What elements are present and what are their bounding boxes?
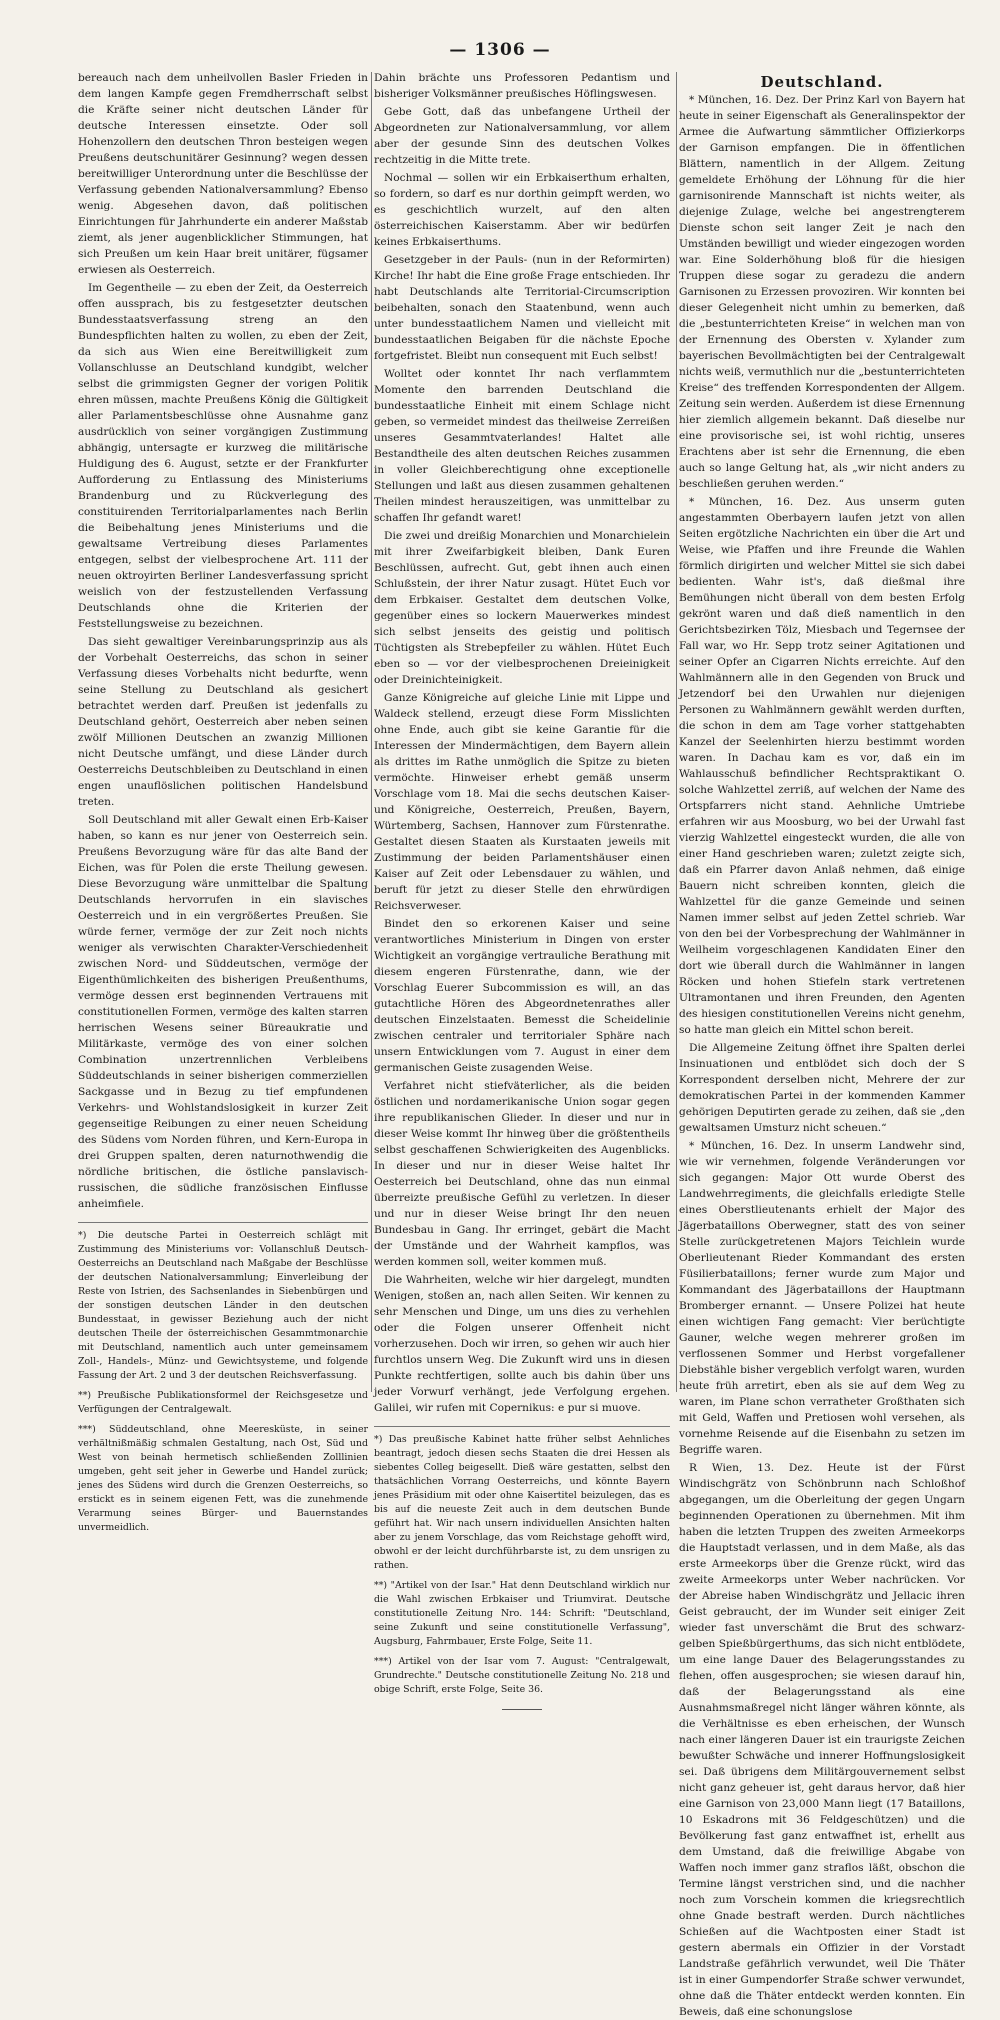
- footnote: **) Preußische Publikationsformel der Reichsgesetze und Verfügungen der Centralgewalt.: [78, 1390, 368, 1415]
- column-divider: [676, 72, 677, 1392]
- column-middle: [374, 70, 670, 1695]
- paragraph: Im Gegentheile — zu eben der Zeit, da Oesterreich offen aussprach, bis zu festgesetzter deutschen Bundesstaatsverfassung streng an den Bundespflichten halten zu wollen, zu eben der Zeit, da sich aus Wien eine Bereitwilligkeit zum Vollanschlusse an Deutschland kundgibt, welcher selbst die grimmigsten Gegner der vorigen Politik ehren müssen, machte Preußens König die Gültigkeit aller Parlamentsbeschlüsse ohne Ausnahme ganz ausdrücklich von seiner vorgängigen Zustimmung abhängig, untersagte er kurzweg die militärische Huldigung des 6. August, setzte er der Frankfurter Aufforderung zu Entlassung des Ministeriums Brandenburg und zu Rückverlegung des constituirenden Territorialparlamentes nach Berlin die Beibehaltung jenes Ministeriums und die gewaltsame Vertreibung dieses Parlamentes entgegen, selbst der vielbesprochene Art. 111 der neuen oktroyirten Berliner Landesverfassung spricht weislich von der festzustellenden Verfassung Deutschlands ohne die Kriterien der Feststellungsweise zu bezeichnen.: [78, 282, 368, 630]
- footnote: *) Das preußische Kabinet hatte früher selbst Aehnliches beantragt, jedoch diesen sechs Staaten die drei Hessen als siebentes Colleg beigesellt. Dieß wäre gestatten, selbst den thatsächlichen Vorrang Oesterreichs, und könnte Bayern jenes Präsidium mit oder ohne Kaisertitel beizulegen, das es bis auf die neueste Zeit auch in dem deutschen Bunde geführt hat. Wir nach unsern individuellen Ansichten halten aber zu jenem Vorschlage, das vom Reichstage gehofft wird, obwohl er der leicht durchführbarste ist, zu dem unsrigen zu rathen.: [374, 1434, 670, 1571]
- paragraph: Wolltet oder konntet Ihr nach verflammtem Momente den barrenden Deutschland die bundesstaatliche Einheit mit einem Schlage nicht geben, so vermeidet mindest das theilweise Zerreißen unseres Gesammtvaterlandes! Haltet alle Bestandtheile des alten deutschen Reiches zusammen in voller Gleichberechtigung ohne exceptionelle Stellungen und laßt aus diesen zusammen gehaltenen Theilen mindest herauszeitigen, was unmittelbar zu schaffen Ihr gefandt waret!: [374, 368, 670, 524]
- paragraph: bereauch nach dem unheilvollen Basler Frieden in dem langen Kampfe gegen Fremdherrschaft selbst die Kräfte seiner nicht deutschen Länder für deutsche Interessen einsetzte. Oder soll Hohenzollern den deutschen Thron besteigen wegen Preußens deutschunitärer Gesinnung? wegen dessen bereitwilliger Unterordnung unter die Beschlüsse der Verfassung gebenden Nationalversammlung? Ebenso wenig. Abgesehen davon, daß politischen Einrichtungen für Jahrhunderte ein anderer Maßstab ziemt, als jener augenblicklicher Stimmungen, hat sich Preußen um kein Haar breit unitärer, fügsamer erwiesen als Oesterreich.: [78, 72, 368, 276]
- column-divider: [371, 72, 372, 1392]
- paragraph: Ganze Königreiche auf gleiche Linie mit Lippe und Waldeck stellend, erzeugt diese Form Misslichten ohne Ende, auch gibt sie keine Garantie für die Interessen der Mindermächtigen, dem Bayern allein als drittes im Rathe unmöglich die Spitze zu bieten vermöchte. Hinweiser erhebt gemäß unserm Vorschlage vom 18. Mai die sechs deutschen Kaiser- und Königreiche, Oesterreich, Preußen, Bayern, Würtemberg, Sachsen, Hannover zum Fürstenrathe. Gestaltet diesen Staaten als Kurstaaten jeweils mit Zustimmung der beiden Parlamentshäuser einen Kaiser auf Zeit oder Lebensdauer zu wählen, und beruft für jetzt zu dieser Stelle den ehrwürdigen Reichsverweser.: [374, 692, 670, 912]
- footnote: **) "Artikel von der Isar." Hat denn Deutschland wirklich nur die Wahl zwischen Erbkaiser und Triumvirat. Deutsche constitutionelle Zeitung Nro. 144: Schrift: "Deutschland, seine Zukunft und seine constitutionelle Verfassung", Augsburg, Fahrmbauer, Erste Folge, Seite 11.: [374, 1580, 670, 1647]
- paragraph: Dahin brächte uns Professoren Pedantism und bisheriger Volksmänner preußisches Höflingswesen.: [374, 72, 670, 100]
- paragraph: Soll Deutschland mit aller Gewalt einen Erb-Kaiser haben, so kann es nur jener von Oesterreich sein. Preußens Bevorzugung wäre für das alte Band der Eichen, was für Polen die erste Theilung gewesen. Diese Bevorzugung wäre unmittelbar die Spaltung Deutschlands hervorrufen in ein slavisches Oesterreich und in ein vergrößertes Preußen. Sie würde ferner, vermöge der zur Zeit noch nichts weniger als verwischten Charakter-Verschiedenheit zwischen Nord- und Süddeutschen, vermöge der Eigenthümlichkeiten des bisherigen Preußenthums, vermöge dessen erst beginnenden Vertrauens mit constitutionellen Formen, vermöge des kalten starren herrischen Wesens seiner Büreaukratie und Militärkaste, vermöge des von einer solchen Combination unzertrennlichen Verbleibens Süddeutschlands in seiner bisherigen commerziellen Sackgasse und in Bezug zu tief empfundenen Verkehrs- und Wohlstandslosigkeit in kurzer Zeit gegenseitige Reibungen zu einer neuen Scheidung des Südens vom Norden führen, und Kern-Europa in drei Gruppen spalten, deren naturnothwendig die nördliche britischen, die östliche panslavisch-russischen, die südliche französischen Einflusse anheimfiele.: [78, 814, 368, 1210]
- paragraph: * München, 16. Dez. Aus unserm guten angestammten Oberbayern laufen jetzt von allen Seiten ergötzliche Nachrichten ein über die Art und Weise, wie Pfaffen und ihre Freunde die Wahlen förmlich dirigirten und welcher Mittel sie sich dabei bedienten. Wahr ist's, daß dießmal ihre Bemühungen nicht überall von dem besten Erfolg gekrönt waren und daß dieß namentlich in den Gerichtsbezirken Tölz, Miesbach und Tegernsee der Fall war, wo Hr. Sepp trotz seiner Agitationen und seiner Opfer an Cigarren Nichts erreichte. Auf den Wahlmännern alle in den Gegenden von Bruck und Jetzendorf bei den Urwahlen nur diejenigen Personen zu Wahlmännern gewählt werden durften, die schon in dem am Tage vorher stattgehabten Kanzel der Seelenhirten hierzu bestimmt worden waren. In Dachau kam es vor, daß ein im Wahlausschuß befindlicher Rechtspraktikant O. solche Wahlzettel zerriß, auf welchen der Name des Ortspfarrers nicht stand. Aehnliche Umtriebe erfahren wir aus Moosburg, wo bei der Urwahl fast vierzig Wahlzettel eingesteckt wurden, die alle von einer Hand geschrieben waren; zuletzt zeigte sich, daß ein Pfarrer davon Anlaß nehmen, daß einige Bauern nicht schreiben konnten, gleich die Wahlzettel für die ganze Gemeinde und seinen Namen immer selbst auf jeden Zettel schrieb. War von den bei der Vorbesprechung der Wahlmänner in Weilheim vorgeschlagenen Kandidaten Einer den dort wie überall durch die Wahlmänner in langen Röcken und hohen Stiefeln stark vertretenen Ultramontanen und ihren Freunden, den Agenten des hiesigen constitutionellen Vereins nicht genehm, so hatte man gleich ein Mittel schon bereit.: [679, 496, 965, 1036]
- paragraph: Gebe Gott, daß das unbefangene Urtheil der Abgeordneten zur Nationalversammlung, vor allem aber der gesunde Sinn des deutschen Volkes rechtzeitig in die Mitte trete.: [374, 106, 670, 166]
- footnote: *) Die deutsche Partei in Oesterreich schlägt mit Zustimmung des Ministeriums vor: Vollanschluß Deutsch-Oesterreichs an Deutschland nach Maßgabe der Beschlüsse der deutschen Nationalversammlung; Einverleibung der Reste von Istrien, des Sachsenlandes in Siebenbürgen und der sonstigen deutschen Länder in den deutschen Bundesstaat, in gewisser Beziehung auch der nicht deutschen Theile der österreichischen Gesammtmonarchie mit Deutschland, namentlich auch unter gemeinsamem Zoll-, Handels-, Münz- und Gewichtsysteme, und folgende Fassung der Art. 2 und 3 der deutschen Reichsverfassung.: [78, 1230, 368, 1381]
- footnote: ***) Artikel von der Isar vom 7. August: "Centralgewalt, Grundrechte." Deutsche constitutionelle Zeitung No. 218 und obige Schrift, erste Folge, Seite 36.: [374, 1656, 670, 1695]
- paragraph: Verfahret nicht stiefväterlicher, als die beiden östlichen und nordamerikanische Union sogar gegen ihre republikanischen Glieder. In dieser und nur in dieser Weise kommt Ihr hinweg über die größtentheils selbst geschaffenen Schwierigkeiten des Augenblicks. In dieser und nur in dieser Weise haltet Ihr Oesterreich bei Deutschland, ohne das nun einmal überreizte preußische Gefühl zu verletzen. In dieser und nur in dieser Weise bringt Ihr den neuen Bundesbau in Gang. Ihr erringet, gebärt die Macht der Umstände und der Wahrheit kampflos, was werden kommen soll, weiter kommen muß.: [374, 1080, 670, 1268]
- column-left: [78, 70, 368, 1533]
- paragraph: * München, 16. Dez. In unserm Landwehr sind, wie wir vernehmen, folgende Veränderungen vor sich gegangen: Major Ott wurde Oberst des Landwehrregiments, die gleichfalls erledigte Stelle eines Oberstlieutenants erhielt der Major des Jägerbataillons Oberwegner, statt des von seiner Stelle zurückgetretenen Majors Teichlein wurde Oberlieutenant Rieder Kommandant des ersten Füsilierbataillons; ferner wurde zum Major und Kommandant des Jägerbataillons der Hauptmann Bromberger ernannt. — Unsere Polizei hat heute einen wichtigen Fang gemacht: Vier berüchtigte Gauner, welche wegen mehrerer großen im verflossenen Sommer und Herbst vorgefallener Diebstähle bisher vergeblich verfolgt waren, wurden heute früh arretirt, eben als sie auf dem Weg zu waren, im Plane schon verratheter Großthaten sich mit Geld, Waffen und Pretiosen wohl versehen, als vornehme Reisende auf die Eisenbahn zu setzen im Begriffe waren.: [679, 1140, 965, 1456]
- footnote: ***) Süddeutschland, ohne Meeresküste, in seiner verhältnißmäßig schmalen Gestaltung, nach Ost, Süd und West von beinah hermetisch schließenden Zolllinien umgeben, geht seit jeher in Gewerbe und Handel zurück; jenes des Südens wird durch die Grenzen Oesterreichs, so erstickt es in seinem eigenen Fett, was die zunehmende Verarmung seines Bürger- und Bauernstandes unvermeidlich.: [78, 1424, 368, 1533]
- footnotes: [78, 1222, 368, 1535]
- paragraph: R Wien, 13. Dez. Heute ist der Fürst Windischgrätz von Schönbrunn nach Schloßhof abgegangen, um die Oberleitung der gegen Ungarn beginnenden Operationen zu übernehmen. Mit ihm haben die letzten Truppen des zweiten Armeekorps die Hauptstadt verlassen, und in dem Maße, als das erste Armeekorps über die Grenze rückt, wird das zweite Armeekorps unter Weber nachrücken. Vor der Abreise haben Windischgrätz und Jellacic ihren Geist gebraucht, der im Wunder seit einiger Zeit wieder fast unverschämt die Brut des schwarz-gelben Spießbürgerthums, das sich nicht entblödete, um eine lange Dauer des Belagerungsstandes zu flehen, offen ausgesprochen; sie wiesen darauf hin, daß der Belagerungsstand als eine Ausnahmsmaßregel nicht länger währen könnte, als die Verhältnisse es eben erheischen, der Wunsch nach einer längeren Dauer ist ein traurigste Zeichen bewußter Schwäche und innerer Hoffnungslosigkeit sei. Daß übrigens dem Militärgouvernement selbst nicht ganz geheuer ist, geht daraus hervor, daß hier eine Garnison von 23,000 Mann liegt (17 Bataillons, 10 Eskadrons mit 36 Feldgeschützen) und die Bevölkerung fast ganz entwaffnet ist, erhellt aus dem Umstand, daß die freiwillige Abgabe von Waffen noch immer ganz straflos läßt, obschon die Termine längst verstrichen sind, und die nachher noch zum Vorschein kommen die kriegsrechtlich ohne Gnade bestraft werden. Durch nächtliches Schießen auf die Wachtposten einer Stadt ist gestern abermals ein Offizier in der Vorstadt Landstraße gefährlich verwundet, weil Die Thäter ist in einer Gumpendorfer Straße schwer verwundet, ohne daß die Thäter entdeckt werden konnten. Ein Beweis, daß eine schonungslose: [679, 1462, 965, 2018]
- end-rule: [502, 1709, 542, 1710]
- paragraph: * München, 16. Dez. Der Prinz Karl von Bayern hat heute in seiner Eigenschaft als Generalinspektor der Armee die Aufwartung sämmtlicher Offizierkorps der Garnison empfangen. Die in öffentlichen Blättern, namentlich in der Allgem. Zeitung gemeldete Erhöhung der Löhnung für die hier garnisonirende Mannschaft ist nichts weiter, als diejenige Zulage, welche bei angestrengterem Dienste schon seit langer Zeit je nach den Umständen bewilligt und wieder eingezogen worden war. Eine Solderhöhung bloß für die hiesigen Truppen diese sogar zu geradezu die andern Garnisonen zu Erzessen provoziren. Wir konnten bei dieser Gelegenheit nicht umhin zu bemerken, daß die „bestunterrichteten Kreise“ in welchen man von der Ernennung des Obersten v. Xylander zum bayerischen Bevollmächtigten bei der Centralgewalt nichts weiß, vermuthlich nur die „bestunterrichteten Kreise“ des treffenden Korrespondenten der Allgem. Zeitung sein werden. Außerdem ist diese Ernennung hier ziemlich allgemein bekannt. Daß dieselbe nur eine provisorische sei, ist wohl richtig, unseres Erachtens aber ist sehr die Ernennung, die eben auch so lange Geltung hat, als „wir nicht anders zu beschließen geruhen werden.“: [679, 94, 965, 490]
- paragraph: Die Allgemeine Zeitung öffnet ihre Spalten derlei Insinuationen und entblödet sich doch der S Korrespondent derselben nicht, Mehrere der zur demokratischen Partei in der kommenden Kammer gehörigen Deputirten gerade zu zeihen, daß sie „den gewaltsamen Umsturz nicht scheuen.“: [679, 1042, 965, 1134]
- paragraph: Die Wahrheiten, welche wir hier dargelegt, mundten Wenigen, stoßen an, nach allen Seiten. Wir kennen zu sehr Menschen und Dinge, um uns dies zu verhehlen oder die Folgen unserer Offenheit nicht vorherzusehen. Doch wir irren, so gehen wir auch hier furchtlos unsern Weg. Die Zukunft wird uns in diesen Punkte rechtfertigen, sollte auch bis dahin über uns jeder Vorwurf verhängt, jede Verfolgung ergehen. Galilei, wir rufen mit Copernikus: e pur si muove.: [374, 1274, 670, 1414]
- paragraph: Nochmal — sollen wir ein Erbkaiserthum erhalten, so fordern, so darf es nur dorthin geimpft werden, wo es geschichtlich wurzelt, auf den alten österreichischen Kaiserstamm. Aber wir bedürfen keines Erbkaiserthums.: [374, 172, 670, 248]
- paragraph: Das sieht gewaltiger Vereinbarungsprinzip aus als der Vorbehalt Oesterreichs, das schon in seiner Verfassung dieses Vorbehalts nicht bedurfte, wenn seine Stellung zu Deutschland als gesichert betrachtet werden darf. Preußen ist jedenfalls zu Deutschland gehört, Oesterreich aber neben seinen zwölf Millionen Deutschen an zwanzig Millionen nicht Deutsche umfängt, und diese Länder durch Oesterreichs Deutschbleiben zu Deutschland in einen engen unauflöslichen politischen Handelsbund treten.: [78, 636, 368, 808]
- paragraph: Die zwei und dreißig Monarchien und Monarchielein mit ihrer Zweifarbigkeit bleiben, Dank Euren Beschlüssen, aufrecht. Gut, gebt ihnen auch einen Schlußstein, der ihrer Natur zusagt. Hütet Euch vor dem Erbkaiser. Gestaltet dem deutschen Volke, gegenüber eines so lockern Mauerwerkes mindest sich selbst jenseits des geistig und politisch Tüchtigsten als Strebepfeiler zu wählen. Hütet Euch eben so — vor der vielbesprochenen Dreieinigkeit oder Dreinichteinigkeit.: [374, 530, 670, 686]
- column-right: [679, 70, 965, 2018]
- footnotes: [374, 1426, 670, 1697]
- paragraph: Bindet den so erkorenen Kaiser und seine verantwortliches Ministerium in Dingen von erster Wichtigkeit an vorgängige vertrauliche Berathung mit diesem engeren Fürstenrathe, dann, wie der Vorschlag Euerer Subcommission es will, an das gutachtliche Hören des Abgeordnetenrathes aller deutschen Einzelstaaten. Bemesst die Scheidelinie zwischen centraler und territorialer Sphäre nach unsern Entwicklungen vom 7. August in einer dem germanischen Geiste zusagenden Weise.: [374, 918, 670, 1074]
- page-number: — 1306 —: [449, 40, 551, 60]
- section-heading: Deutschland.: [760, 73, 884, 91]
- paragraph: Gesetzgeber in der Pauls- (nun in der Reformirten) Kirche! Ihr habt die Eine große Frage entschieden. Ihr habt Deutschlands alte Territorial-Circumscription beibehalten, sonach den Staatenbund, wenn auch unter bundesstaatlichem Namen und vielleicht mit bundesstaatlichen Beigaben für die nächste Epoche fortgefristet. Bleibt nun consequent mit Euch selbst!: [374, 254, 670, 362]
